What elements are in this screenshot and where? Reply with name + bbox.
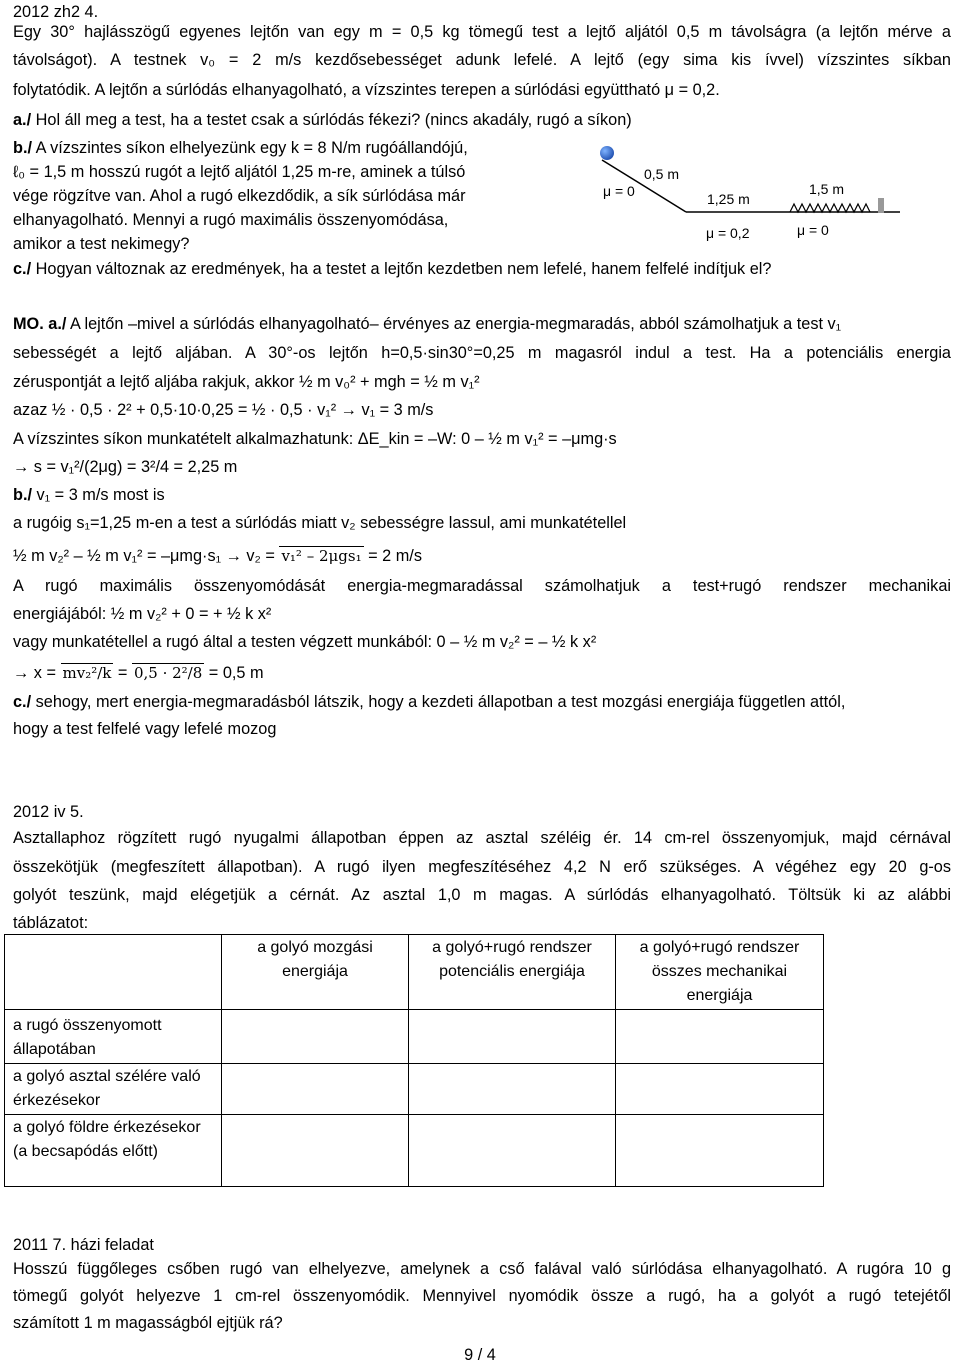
table-cell[interactable] [222, 1115, 409, 1187]
table-cell[interactable] [409, 1064, 616, 1115]
solution-line: A vízszintes síkon munkatételt alkalmazhatunk: ΔE_kin = –W: 0 – ½ m v₁² = –μmg·s [13, 430, 617, 448]
solution-line: azaz ½ · 0,5 · 2² + 0,5·10·0,25 = ½ · 0,5 · v₁² → v₁ = 3 m/s [13, 401, 434, 419]
label-mu-ground: μ = 0,2 [706, 225, 750, 241]
solution-text: sehogy, mert energia-megmaradásból látszik, hogy a kezdeti állapotban a test mozgási energiája független attól, [31, 693, 846, 711]
paragraph-line: elhanyagolható. Mennyi a rugó maximális összenyomódása, [13, 211, 449, 229]
table-row [5, 1010, 824, 1064]
solution-line: zéruspontját a lejtő aljába rakjuk, akkor ½ m v₀² + mgh = ½ m v₁² [13, 373, 480, 391]
question-text: Hogyan változnak az eredmények, ha a testet a lejtőn kezdetben nem lefelé, hanem felfelé indítjuk el? [31, 260, 772, 278]
label-mu-incline: μ = 0 [603, 183, 635, 199]
solution-formula [13, 661, 264, 685]
solution-label: MO. a./ [13, 315, 67, 333]
spring-icon [790, 204, 870, 212]
paragraph-line: Asztallaphoz rögzített rugó nyugalmi állapotban éppen az asztal széléig ér. 14 cm-rel összenyomjuk, majd cérnával [13, 829, 951, 847]
table-header-row [5, 935, 824, 1010]
question-c [13, 257, 771, 281]
solution-formula [13, 544, 422, 568]
question-label: c./ [13, 260, 32, 278]
sqrt-expression: mv₂²/k [62, 664, 112, 682]
paragraph-line: amikor a test nekimegy? [13, 235, 190, 253]
table-header-cell: a golyó+rugó rendszer potenciális energiája [409, 935, 616, 1010]
solution-a [13, 312, 841, 336]
table-cell[interactable] [616, 1064, 824, 1115]
solution-b [13, 483, 165, 507]
solution-line: a rugóig s₁=1,25 m-en a test a súrlódás miatt v₂ sebességre lassul, ami munkatétellel [13, 514, 627, 532]
paragraph-line: Egy 30° hajlásszögű egyenes lejtőn van egy m = 0,5 kg tömegű test a lejtő aljától 0,5 m távolságra (a lejtőn mérve a [13, 23, 951, 41]
paragraph-line: tömegű golyót helyezve 1 cm-rel összenyomódik. Mennyivel nyomódik össze a rugó, ha a golyót a rugó tetejétől [13, 1287, 951, 1305]
table-header-cell [5, 935, 222, 1010]
question-b [13, 136, 468, 160]
solution-label: c./ [13, 693, 32, 711]
table-cell[interactable] [409, 1115, 616, 1187]
page-number: 9 / 4 [464, 1346, 496, 1364]
question-label: b./ [13, 139, 32, 157]
solution-line: vagy munkatétellel a rugó által a testen végzett munkából: 0 – ½ m v₂² = – ½ k x² [13, 633, 597, 651]
table-cell[interactable] [616, 1115, 824, 1187]
paragraph-line: számított 1 m magasságból ejtjük rá? [13, 1314, 283, 1332]
wall-block [878, 198, 884, 213]
paragraph-line: folytatódik. A lejtőn a súrlódás elhanyagolható, a vízszintes terepen a súrlódási együttható μ = 0,2. [13, 81, 720, 99]
label-spring-length: 1,5 m [809, 181, 845, 197]
solution-line: hogy a test felfelé vagy lefelé mozog [13, 720, 277, 738]
label-distance-ground: 1,25 m [707, 191, 750, 207]
table-row-label: a rugó összenyomott állapotában [5, 1010, 222, 1064]
section-title: 2012 zh2 4. [13, 3, 99, 21]
section-title: 2011 7. házi feladat [13, 1236, 154, 1254]
solution-line: energiájából: ½ m v₂² + 0 = + ½ k x² [13, 605, 272, 623]
incline-spring-diagram [590, 140, 910, 250]
table-cell[interactable] [222, 1010, 409, 1064]
question-a [13, 108, 632, 132]
label-mu-spring: μ = 0 [797, 222, 829, 238]
formula-text: → x = [13, 664, 61, 682]
solution-line: A rugó maximális összenyomódását energia-megmaradással számolhatjuk a test+rugó rendszer mechanikai [13, 577, 951, 595]
sqrt-expression: 0,5 · 2²/8 [133, 664, 203, 682]
ball-icon [600, 146, 614, 160]
question-label: a./ [13, 111, 32, 129]
table-cell[interactable] [409, 1010, 616, 1064]
solution-c [13, 690, 845, 714]
paragraph-line: távolságot). A testnek v₀ = 2 m/s kezdősebességet adunk lefelé. A lejtő (egy sima kis ívvel) vízszintes síkban [13, 51, 951, 69]
table-row [5, 1115, 824, 1187]
paragraph-line: összekötjük (megfeszített állapotban). A rugó ilyen megfeszítéséhez 4,2 N erő szükséges. A végéhez egy 20 g-os [13, 858, 951, 876]
table-header-cell: a golyó mozgási energiája [222, 935, 409, 1010]
formula-text: ½ m v₂² – ½ m v₁² = –μmg·s₁ → v₂ = [13, 547, 280, 565]
question-text: Hol áll meg a test, ha a testet csak a súrlódás fékezi? (nincs akadály, rugó a síkon) [31, 111, 632, 129]
paragraph-line: Hosszú függőleges csőben rugó van elhelyezve, amelynek a cső falával való súrlódása elhanyagolható. A rugóra 10 g [13, 1260, 951, 1278]
table-cell[interactable] [222, 1064, 409, 1115]
sqrt-expression: v₁² – 2μgs₁ [281, 547, 362, 565]
solution-line: sebességét a lejtő aljában. A 30°-os lejtőn h=0,5·sin30°=0,25 m magasról indul a test. Ha a potenciális energia [13, 344, 951, 362]
solution-text: v₁ = 3 m/s most is [32, 486, 165, 504]
solution-label: b./ [13, 486, 32, 504]
table-row [5, 1064, 824, 1115]
formula-text: = [113, 664, 132, 682]
paragraph-line: vége rögzítve van. Ahol a rugó elkezdődik, a sík súrlódása már [13, 187, 466, 205]
paragraph-line: golyót teszünk, majd elégetjük a cérnát. Az asztal 1,0 m magas. A súrlódás elhanyagolható. Töltsük ki az alábbi [13, 886, 951, 904]
table-header-cell: a golyó+rugó rendszer összes mechanikai energiája [616, 935, 824, 1010]
label-distance-incline: 0,5 m [644, 166, 680, 182]
section-title: 2012 iv 5. [13, 803, 84, 821]
fill-in-table [4, 934, 824, 1187]
question-text: A vízszintes síkon elhelyezünk egy k = 8 N/m rugóállandójú, [32, 139, 468, 157]
table-row-label: a golyó asztal szélére való érkezésekor [5, 1064, 222, 1115]
paragraph-line: ℓ₀ = 1,5 m hosszú rugót a lejtő aljától 1,25 m-re, aminek a túlsó [13, 163, 466, 181]
solution-line: → s = v₁²/(2μg) = 3²/4 = 2,25 m [13, 458, 238, 476]
table-cell[interactable] [616, 1010, 824, 1064]
table-row-label: a golyó földre érkezésekor (a becsapódás előtt) [5, 1115, 222, 1187]
formula-text: = 2 m/s [363, 547, 422, 565]
formula-text: = 0,5 m [204, 664, 264, 682]
paragraph-line: táblázatot: [13, 914, 89, 932]
solution-text: A lejtőn –mivel a súrlódás elhanyagolható– érvényes az energia-megmaradás, abból számolhatjuk a test v₁ [66, 315, 842, 333]
